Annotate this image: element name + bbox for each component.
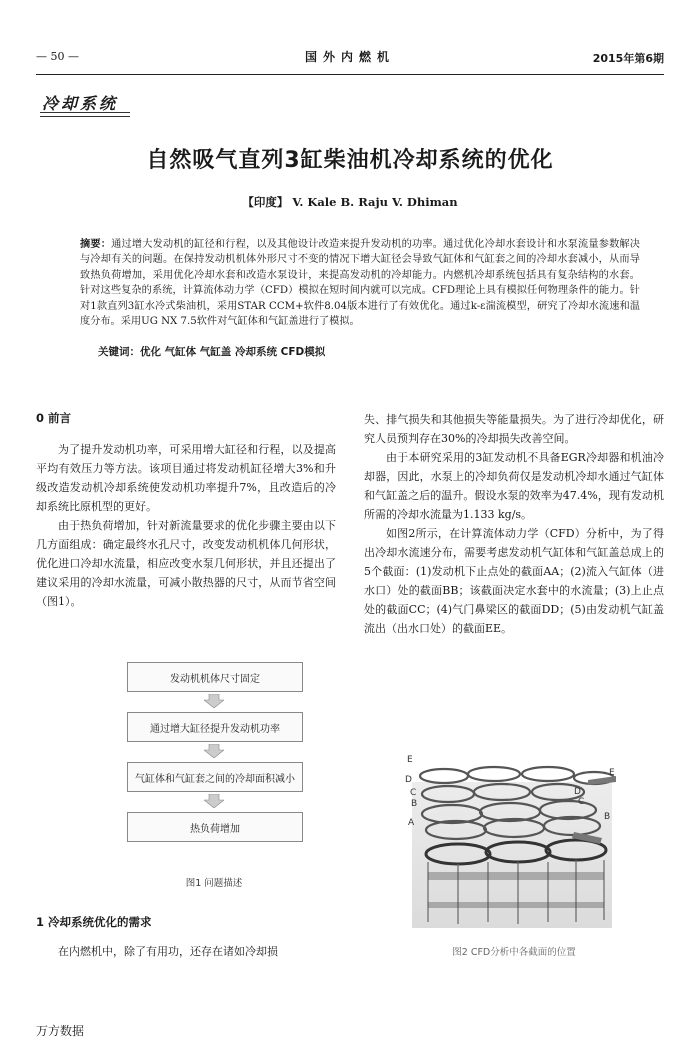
journal-name: 国外内燃机 (304, 50, 395, 64)
section-tag: 冷却系统 (42, 94, 119, 113)
paragraph: 如图2所示，在计算流体动力学（CFD）分析中，为了得出冷却水流速分布，需要考虑发动机气缸体和气缸盖总成上的5个截面：(1)发动机下止点处的截面AA；(2)流入气缸体（进水口）处的截面BB；该截面决定水套中的水流量；(3)上止点处的截面CC；(4)气门鼻梁区的截面DD；(5)由发动机气缸盖流出（出水口处）的截面EE。 (364, 527, 664, 635)
paragraph: 为了提升发动机功率，可采用增大缸径和行程，以及提高平均有效压力等方法。该项目通过将发动机缸径增大3%和升级改造发动机冷却系统使发动机功率提升7%，且改造后的冷却系统比原机型的更好。 (36, 443, 336, 513)
section-label-left: A (408, 818, 415, 828)
heading-introduction: 0 前言 (36, 411, 72, 425)
flow-arrow-down-icon (204, 744, 224, 758)
page-number: — 50 — (36, 50, 79, 63)
flow-arrow-down-icon (204, 794, 224, 808)
left-column-body (36, 440, 336, 611)
figure2-caption: 图2 CFD分析中各截面的位置 (452, 947, 576, 958)
abstract-text: 通过增大发动机的缸径和行程，以及其他设计改造来提升发动机的功率。通过优化冷却水套设计和水泵流量参数解决与冷却有关的问题。在保持发动机机体外形尺寸不变的情况下增大缸径会导致气缸体和气缸套之间的冷却水套减小，从而导致热负荷增加，采用优化冷却水套和改造水泵设计，来提高发动机的冷却能力。内燃机冷却系统包括具有复杂结构的水套。针对这些复杂的系统，计算流体动力学（CFD）模拟在短时间内就可以完成。CFD理论上具有模拟任何物理条件的能力。针对1款直列3缸水冷式柴油机，采用STAR CCM+软件8.04版本进行了有效优化。通过k-ε湍流模型，研究了冷却水流速和温度分布。采用UG NX 7.5软件对气缸体和气缸盖进行了模拟。 (80, 239, 640, 328)
section-tag-underline (40, 112, 130, 117)
paragraph: 由于热负荷增加，针对新流量要求的优化步骤主要由以下几方面组成：确定最终水孔尺寸，改变发动机机体几何形状，优化进口冷却水流量，相应改变水泵几何形状，并且还提出了建议采用的冷却水流量，可减小散热器的尺寸，从而节省空间（图1）。 (36, 519, 336, 608)
paragraph: 由于本研究采用的3缸发动机不具备EGR冷却器和机油冷却器，因此，水泵上的冷却负荷仅是发动机冷却水通过气缸体和气缸盖之后的温升。假设水泵的效率为47.4%，现有发动机所需的冷却水流量为1.133 kg/s。 (364, 451, 664, 521)
section-label-right: C (578, 797, 585, 807)
section-label-right: B (604, 812, 611, 822)
section-label-left: C (410, 788, 417, 798)
section-label-right: D (574, 787, 581, 797)
section-label-right: E (609, 768, 615, 778)
section-label-left: D (405, 775, 412, 785)
flow-box-2: 通过增大缸径提升发动机功率 (127, 712, 303, 742)
left-column-tail (36, 942, 336, 961)
cfd-water-jacket-figure (398, 752, 634, 930)
article-title: 自然吸气直列3缸柴油机冷却系统的优化 (146, 148, 554, 173)
abstract-label: 摘要： (80, 239, 112, 250)
flow-box-4: 热负荷增加 (127, 812, 303, 842)
flow-arrow-down-icon (204, 694, 224, 708)
abstract (80, 237, 640, 329)
section-label-left: E (407, 755, 413, 765)
issue-label: 2015年第6期 (592, 52, 664, 65)
right-column-body (364, 410, 664, 638)
flow-box-3: 气缸体和气缸套之间的冷却面积减小 (127, 762, 303, 792)
flow-box-1: 发动机机体尺寸固定 (127, 662, 303, 692)
heading-cooling-needs: 1 冷却系统优化的需求 (36, 915, 152, 929)
header-rule (36, 74, 664, 75)
watermark: 万方数据 (36, 1024, 85, 1038)
section-label-left: B (411, 799, 418, 809)
figure1-caption: 图1 问题描述 (185, 878, 243, 889)
paragraph: 失、排气损失和其他损失等能量损失。为了进行冷却优化，研究人员预判存在30%的冷却损失改善空间。 (364, 413, 664, 445)
keywords: 关键词：优化 气缸体 气缸盖 冷却系统 CFD模拟 (98, 346, 326, 358)
authors: 【印度】 V. Kale B. Raju V. Dhiman (242, 195, 458, 209)
paragraph: 在内燃机中，除了有用功，还存在诸如冷却损 (58, 945, 278, 958)
